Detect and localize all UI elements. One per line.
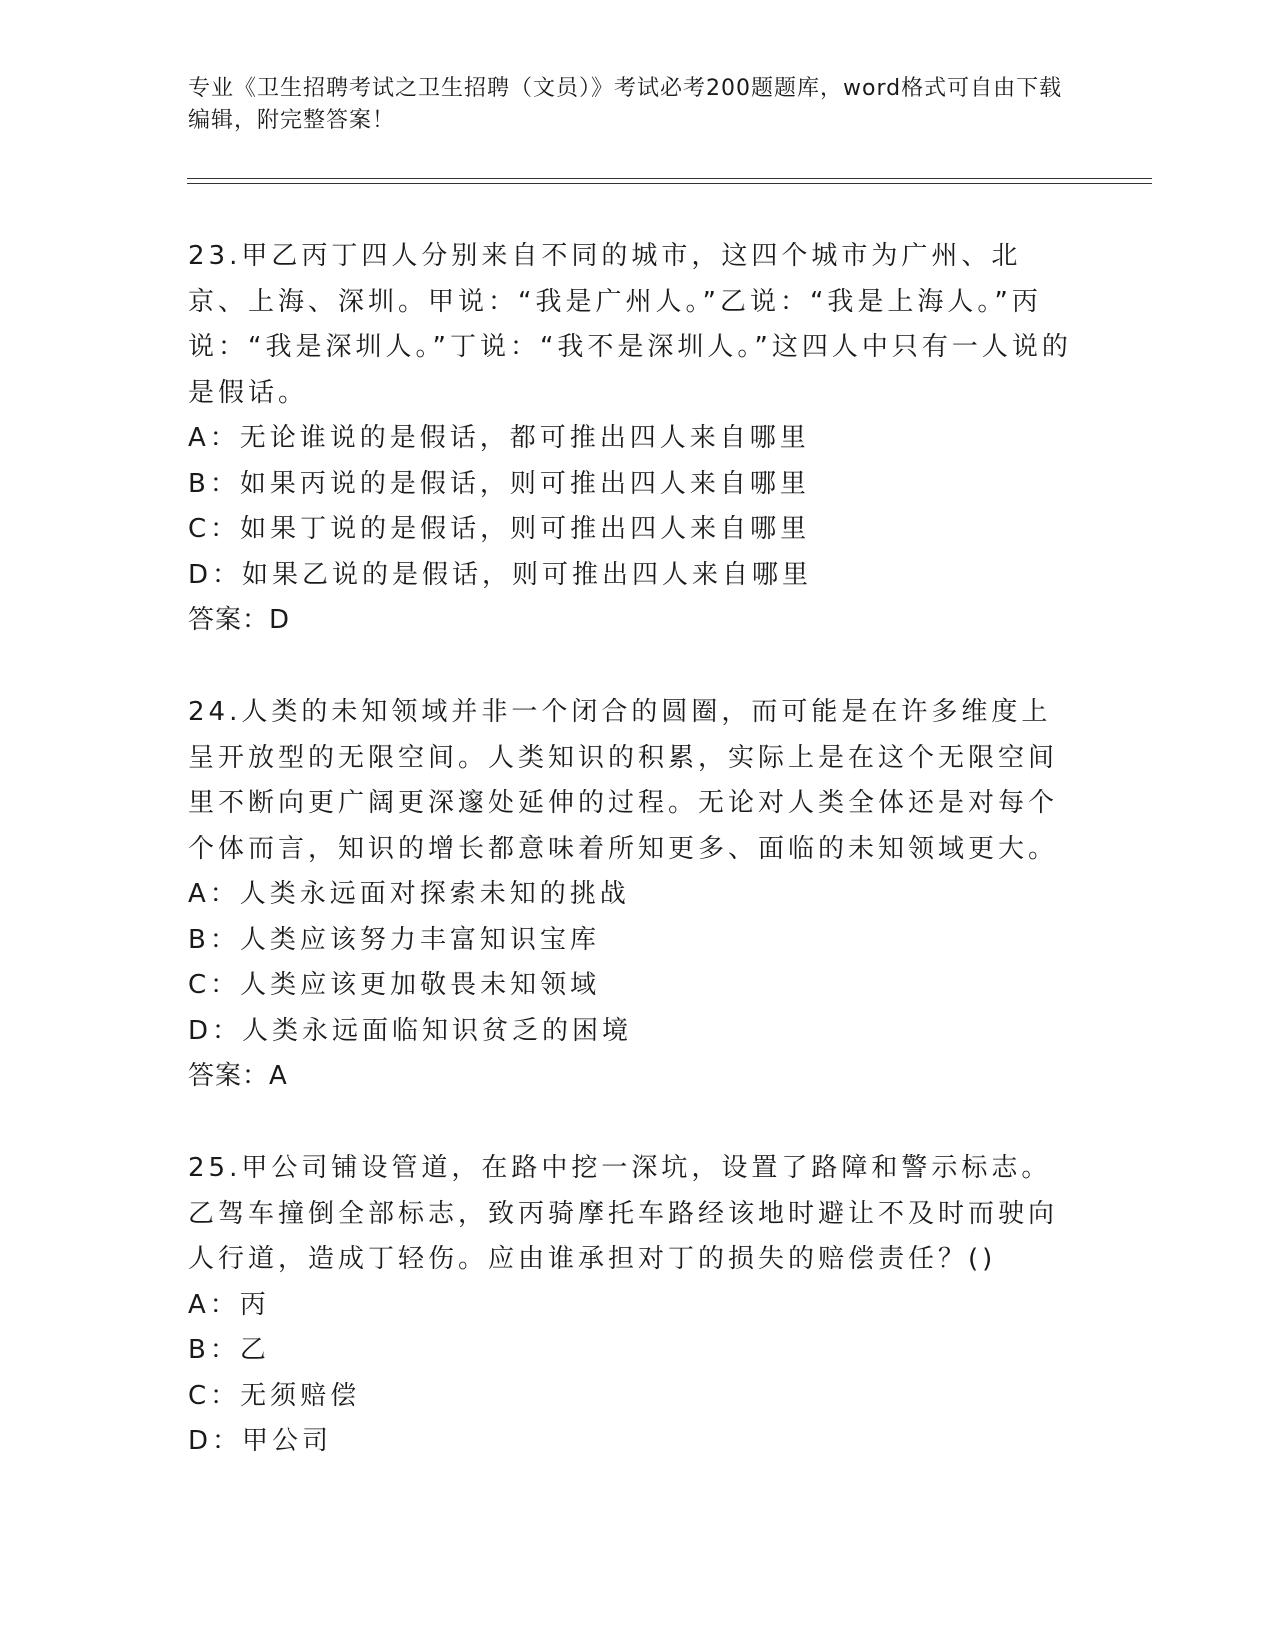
- option-list: [188, 872, 1078, 1054]
- option-c: C：人类应该更加敬畏未知领域: [188, 970, 601, 1000]
- question-24: [188, 690, 1078, 1100]
- document-header: 专业《卫生招聘考试之卫生招聘（文员）》考试必考200题题库，word格式可自由下载编辑，附完整答案！: [188, 76, 1063, 133]
- option-a: A：人类永远面对探索未知的挑战: [188, 879, 630, 909]
- option-d: D：人类永远面临知识贫乏的困境: [188, 1015, 633, 1046]
- question-stem: 24.人类的未知领域并非一个闭合的圆圈，而可能是在许多维度上呈开放型的无限空间。人类知识的积累，实际上是在这个无限空间里不断向更广阔更深邃处延伸的过程。无论对人类全体还是对每个个体而言，知识的增长都意味着所知更多、面临的未知领域更大。: [188, 697, 1059, 864]
- question-stem: 23.甲乙丙丁四人分别来自不同的城市，这四个城市为广州、北京、上海、深圳。甲说：“我是广州人。”乙说：“我是上海人。”丙说：“我是深圳人。”丁说：“我不是深圳人。”这四人中只有一人说的是假话。: [188, 241, 1072, 408]
- question-25: [188, 1146, 1078, 1465]
- option-a: A：丙: [188, 1289, 270, 1320]
- header-divider-top: [187, 178, 1152, 179]
- option-b: B：如果丙说的是假话，则可推出四人来自哪里: [188, 468, 810, 499]
- option-d: D：如果乙说的是假话，则可推出四人来自哪里: [188, 559, 813, 590]
- option-d: D：甲公司: [188, 1426, 333, 1456]
- option-b: B：人类应该努力丰富知识宝库: [188, 924, 600, 955]
- header-divider-bottom: [187, 183, 1152, 184]
- question-23: [188, 234, 1078, 644]
- option-a: A：无论谁说的是假话，都可推出四人来自哪里: [188, 423, 810, 453]
- option-c: C：无须赔偿: [188, 1380, 361, 1411]
- option-c: C：如果丁说的是假话，则可推出四人来自哪里: [188, 514, 811, 544]
- option-list: [188, 1283, 1078, 1465]
- question-stem: 25.甲公司铺设管道，在路中挖一深坑，设置了路障和警示标志。乙驾车撞倒全部标志，致丙骑摩托车路经该地时避让不及时而驶向人行道，造成丁轻伤。应由谁承担对丁的损失的赔偿责任？(): [188, 1153, 1059, 1274]
- option-b: B：乙: [188, 1335, 270, 1365]
- answer-line: 答案：D: [188, 605, 291, 635]
- option-list: [188, 416, 1078, 598]
- answer-line: 答案：A: [188, 1061, 288, 1091]
